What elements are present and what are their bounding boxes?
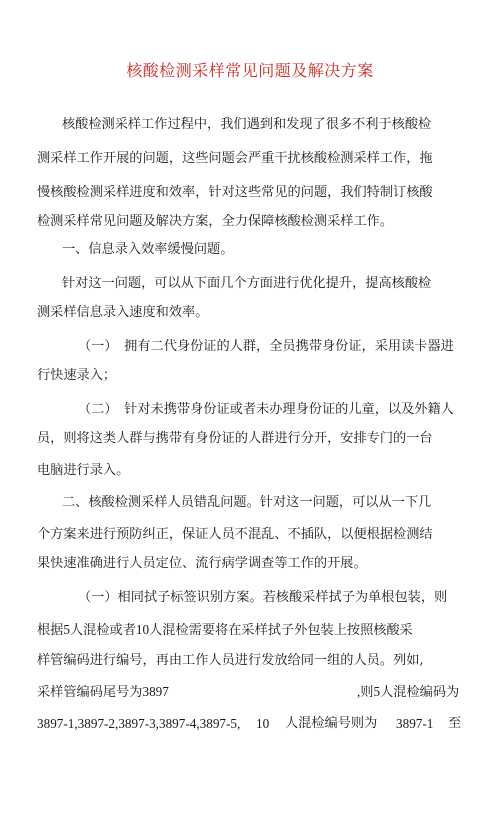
text-line: 慢核酸检测采样进度和效率，针对这些常见的问题，我们特制订核酸 — [37, 185, 433, 200]
text-line: 人混检编号则为 — [285, 716, 378, 731]
text-line: 样管编码进行编号，再由工作人员进行发放给同一组的人员。列如, — [37, 653, 424, 668]
text-line: ,则5人混检编码为 — [357, 684, 460, 699]
text-line: 个方案来进行预防纠正，保证人员不混乱、不插队，以便根据检测结 — [37, 527, 433, 542]
section-heading: 二、核酸检测采样人员错乱问题。针对这一问题，可以从一下几 — [62, 495, 432, 510]
text-line: 员，则将这类人群与携带有身份证的人群进行分开，安排专门的一台 — [37, 431, 433, 446]
text-line: 测采样工作开展的问题，这些问题会严重干扰核酸检测采样工作，拖 — [37, 151, 433, 166]
text-line: （一） 拥有二代身份证的人群，全员携带身份证，采用读卡器进 — [78, 339, 454, 354]
section-heading: 一、信息录入效率缓慢问题。 — [62, 242, 234, 257]
text-line: 检测采样常见问题及解决方案，全力保障核酸检测采样工作。 — [37, 214, 394, 229]
text-line: 针对这一问题，可以从下面几个方面进行优化提升，提高核酸检 — [62, 276, 432, 291]
text-line: （二） 针对未携带身份证或者未办理身份证的儿童，以及外籍人 — [78, 402, 454, 417]
text-line: 测采样信息录入速度和效率。 — [37, 305, 209, 320]
text-line: 3897-1,3897-2,3897-3,3897-4,3897-5, — [37, 716, 241, 731]
text-line: 电脑进行录入。 — [37, 463, 130, 478]
document-title: 核酸检测采样常见问题及解决方案 — [126, 61, 374, 80]
text-line: （一）相同拭子标签识别方案。若核酸采样拭子为单根包装，则 — [78, 590, 448, 605]
text-line: 10 — [256, 716, 270, 731]
text-line: 采样管编码尾号为3897 — [37, 684, 169, 699]
text-line: 3897-1 — [396, 716, 434, 731]
text-line: 根据5人混检或者10人混检需要将在采样拭子外包装上按照核酸采 — [37, 622, 413, 637]
text-line: 核酸检测采样工作过程中，我们遇到和发现了很多不利于核酸检 — [62, 117, 432, 132]
text-line: 行快速录入； — [37, 368, 117, 383]
text-line: 至 — [448, 716, 462, 731]
text-line: 果快速准确进行人员定位、流行病学调查等工作的开展。 — [37, 556, 367, 571]
